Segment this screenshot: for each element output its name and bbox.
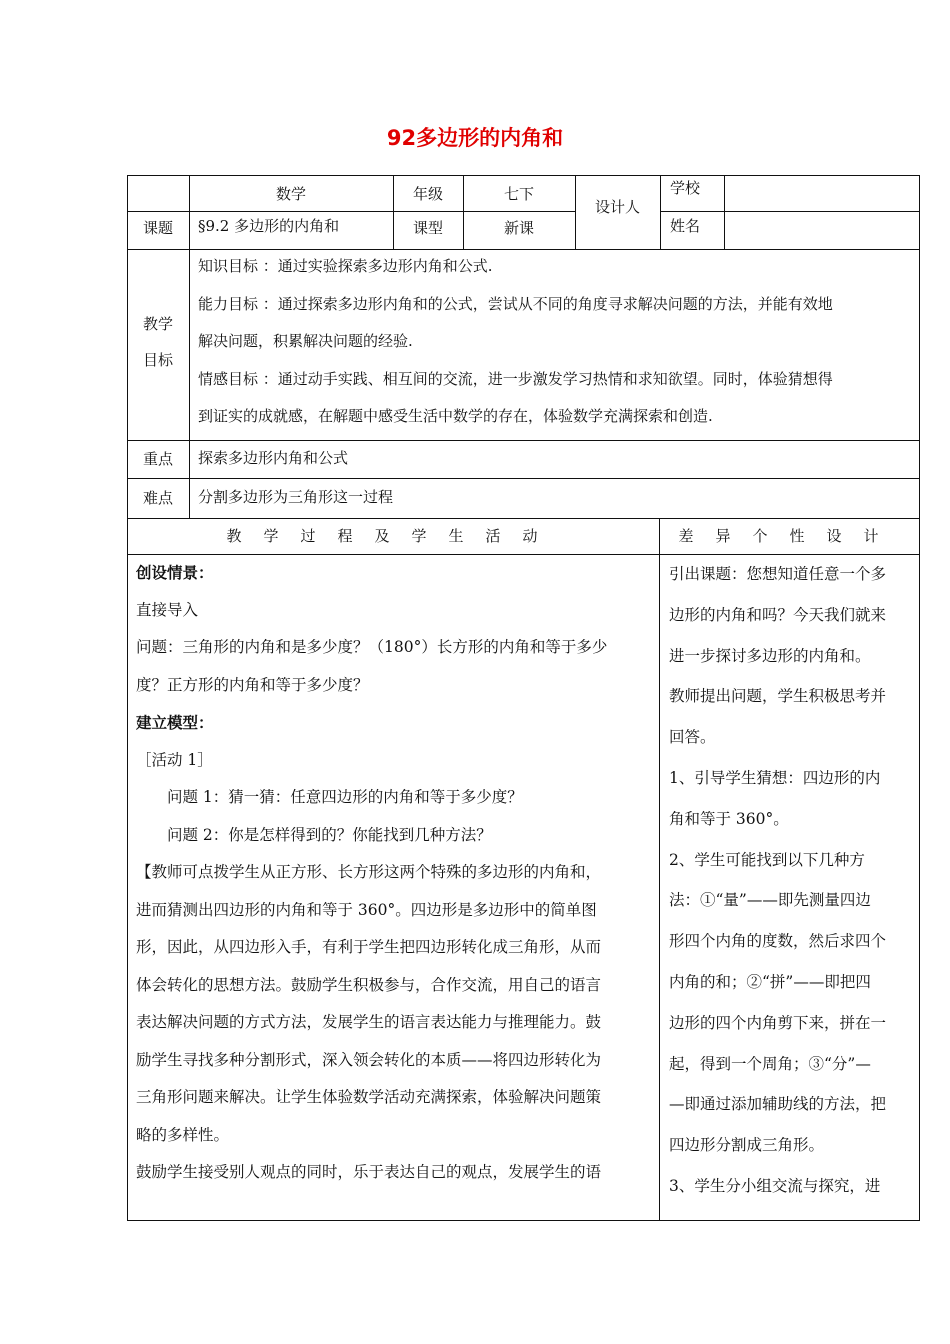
- grade-label: 年级: [412, 185, 443, 203]
- designer-label: 设计人: [594, 198, 640, 216]
- lesson-type-value: 新课: [503, 219, 534, 237]
- process-line: 鼓励学生接受别人观点的同时，乐于表达自己的观点，发展学生的语: [136, 1163, 602, 1181]
- goal-line: 知识目标 ：通过实验探索多边形内角和公式.: [198, 257, 493, 275]
- process-line: 问题：三角形的内角和是多少度？（180°）长方形的内角和等于多少: [136, 638, 608, 656]
- design-line: 内角的和；②“拼”——即把四: [669, 972, 871, 991]
- goals-label-line2: 目标: [142, 351, 173, 369]
- name-label: 姓名: [670, 217, 701, 235]
- grade-value: 七下: [503, 185, 534, 203]
- design-line: 1、引导学生猜想：四边形的内: [669, 768, 881, 787]
- process-line: 进而猜测出四边形的内角和等于 360°。四边形是多边形中的简单图: [136, 900, 597, 919]
- process-line: 【教师可点拨学生从正方形、长方形这两个特殊的多边形的内角和，: [136, 863, 602, 881]
- process-line: 励学生寻找多种分割形式，深入领会转化的本质——将四边形转化为: [136, 1050, 602, 1069]
- process-line: 略的多样性。: [136, 1125, 230, 1144]
- process-line: 度？正方形的内角和等于多少度？: [136, 675, 369, 694]
- lesson-type-label: 课型: [412, 219, 443, 237]
- design-text: [669, 554, 886, 1207]
- goal-line: 到证实的成就感，在解题中感受生活中数学的存在，体验数学充满探索和创造.: [198, 407, 713, 425]
- design-line: 教师提出问题，学生积极思考并: [669, 687, 887, 706]
- design-line: 进一步探讨多边形的内角和。: [669, 646, 871, 665]
- process-line: 形，因此，从四边形入手，有利于学生把四边形转化成三角形，从而: [136, 938, 602, 956]
- subject: 数学: [275, 185, 306, 203]
- design-line: —即通过添加辅助线的方法，把: [669, 1095, 887, 1114]
- design-line: 引出课题：您想知道任意一个多: [669, 565, 887, 583]
- key-point-text: 探索多边形内角和公式: [198, 449, 349, 467]
- goal-line: 情感目标 ：通过动手实践、相互间的交流，进一步激发学习热情和求知欲望。同时，体验猜想得: [198, 369, 833, 388]
- design-line: 形四个内角的度数，然后求四个: [669, 932, 887, 951]
- design-line: 边形的内角和吗？今天我们就来: [669, 605, 887, 624]
- design-line: 四边形分割成三角形。: [669, 1136, 825, 1155]
- document-title: 92多边形的内角和: [386, 126, 564, 150]
- school-label: 学校: [670, 179, 701, 197]
- goals-label-line1: 教学: [142, 315, 173, 333]
- topic-value: §9.2 多边形的内角和: [198, 217, 340, 235]
- topic-label: 课题: [142, 219, 173, 237]
- process-text: [136, 554, 607, 1192]
- process-header: 教学过程及学生活动: [226, 527, 560, 545]
- difficulty-label: 难点: [142, 489, 173, 507]
- goal-line: 解决问题，积累解决问题的经验.: [198, 332, 413, 350]
- design-line: 角和等于 360°。: [669, 809, 789, 828]
- process-line: 三角形问题来解决。让学生体验数学活动充满探索，体验解决问题策: [136, 1088, 602, 1106]
- goals-text: [198, 248, 833, 436]
- difficulty-text: 分割多边形为三角形这一过程: [198, 488, 394, 506]
- goal-line: 能力目标 ：通过探索多边形内角和的公式，尝试从不同的角度寻求解决问题的方法，并能有效地: [198, 294, 833, 313]
- design-line: 2、学生可能找到以下几种方: [669, 850, 865, 869]
- design-line: 回答。: [669, 728, 716, 747]
- process-line: 体会转化的思想方法。鼓励学生积极参与，合作交流，用自己的语言: [136, 975, 602, 994]
- process-heading: 创设情景：: [136, 563, 214, 582]
- process-line: ［活动 1］: [136, 750, 213, 769]
- design-header: 差异个性设计: [678, 527, 901, 545]
- process-line: 直接导入: [136, 600, 199, 619]
- design-line: 起，得到一个周角；③“分”—: [669, 1054, 871, 1073]
- process-heading: 建立模型：: [136, 713, 214, 732]
- design-line: 法：①“量”——即先测量四边: [669, 891, 871, 910]
- process-line: 表达解决问题的方式方法，发展学生的语言表达能力与推理能力。鼓: [136, 1013, 602, 1031]
- process-line: 问题 2：你是怎样得到的？你能找到几种方法？: [136, 825, 492, 844]
- design-line: 边形的四个内角剪下来，拼在一: [669, 1013, 887, 1032]
- process-line: 问题 1：猜一猜：任意四边形的内角和等于多少度？: [136, 788, 523, 806]
- design-line: 3、学生分小组交流与探究，进: [669, 1176, 881, 1195]
- key-point-label: 重点: [142, 450, 173, 468]
